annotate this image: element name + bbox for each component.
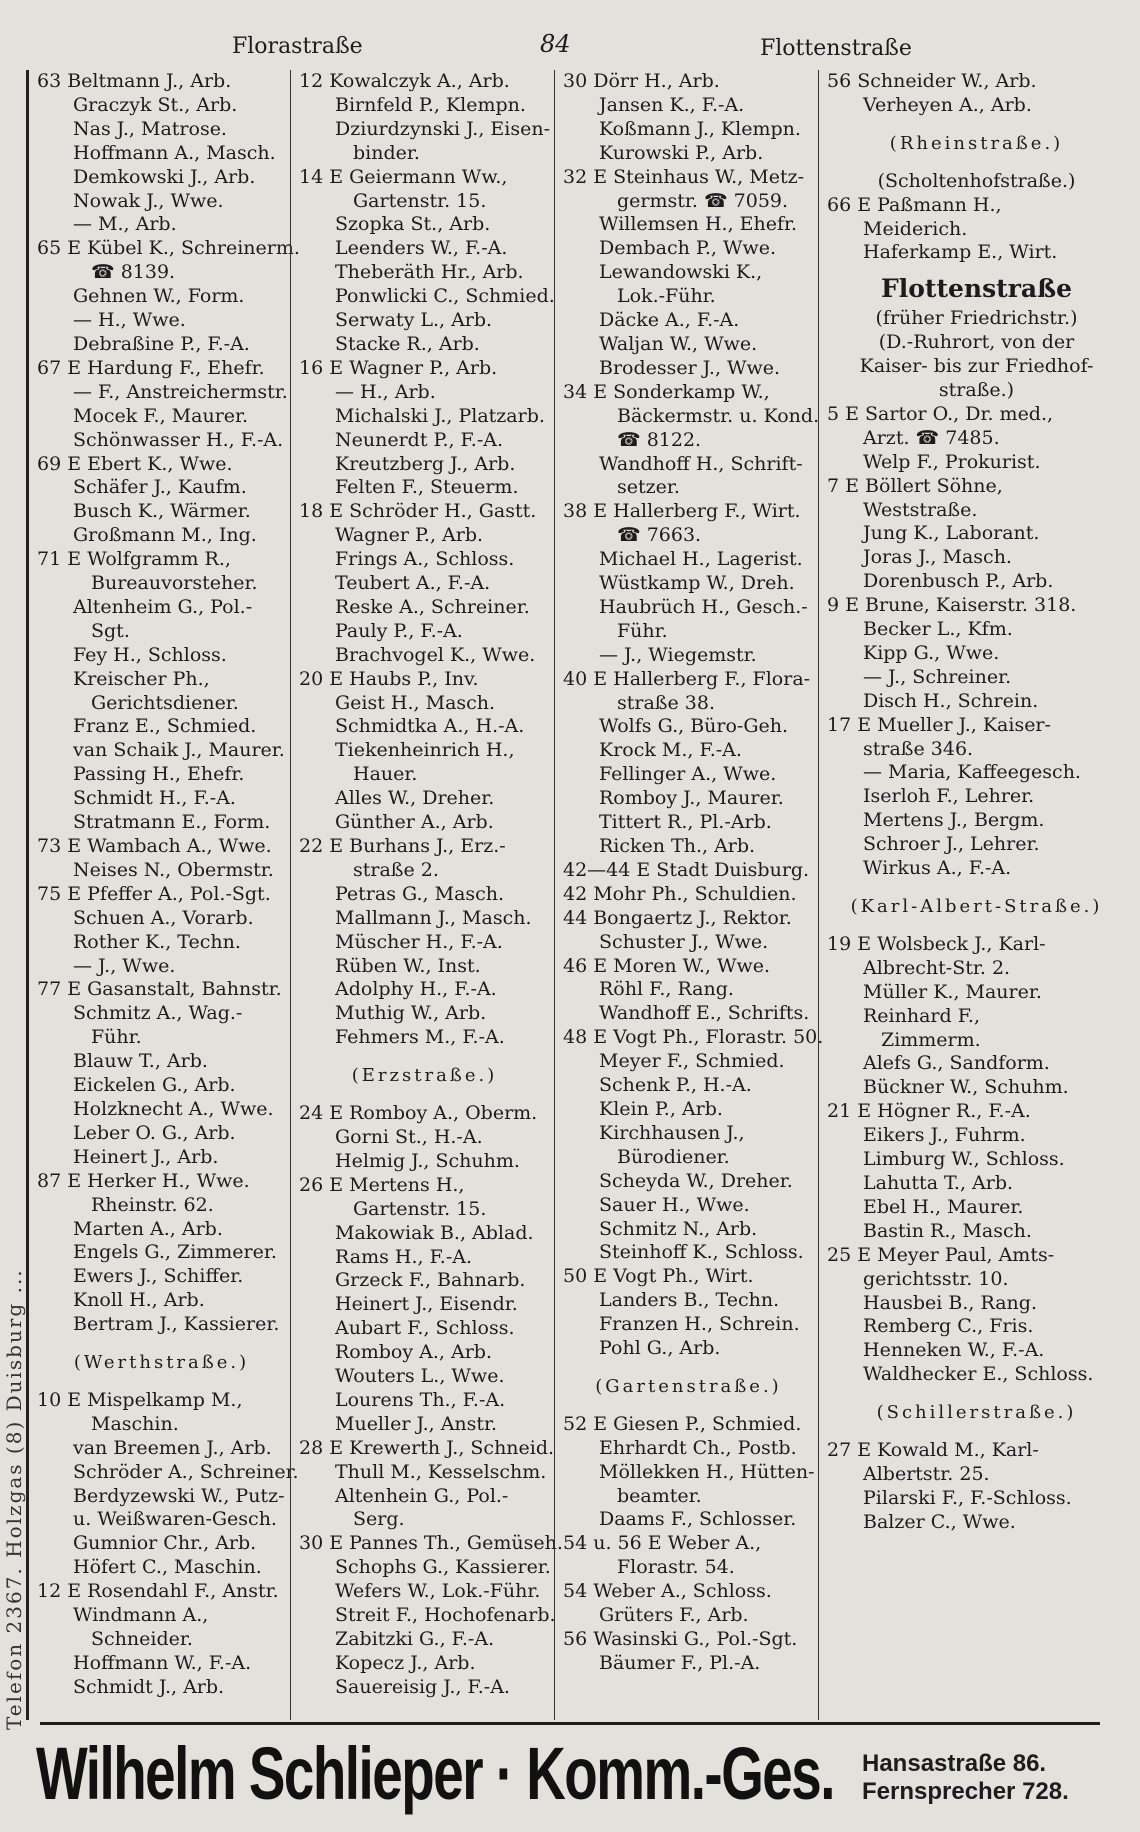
house-number-entry: 28 E Krewerth J., Schneid. [299, 1436, 555, 1459]
directory-entry-line: Eikers J., Fuhrm. [863, 1124, 1026, 1147]
directory-entry-line: — J., Wiegemstr. [599, 643, 757, 666]
directory-entry-line: Eickelen G., Arb. [73, 1074, 236, 1097]
directory-entry-line: Romboy A., Arb. [335, 1341, 492, 1364]
directory-entry-line: Fey H., Schloss. [73, 643, 227, 666]
directory-entry-line: binder. [353, 141, 420, 164]
house-number-entry: 25 E Meyer Paul, Amts- [827, 1243, 1055, 1266]
footer-divider [40, 1722, 1100, 1725]
column-3 [554, 70, 824, 1720]
directory-entry-line: Gehnen W., Form. [73, 285, 245, 308]
directory-entry-line: Serwaty L., Arb. [335, 309, 493, 332]
directory-entry-line: Jansen K., F.-A. [599, 93, 745, 116]
directory-entry-line: Albertstr. 25. [863, 1462, 990, 1485]
directory-entry-line: Szopka St., Arb. [335, 213, 491, 236]
header-right-street: Flottenstraße [760, 36, 912, 61]
directory-entry-line: Kopecz J., Arb. [335, 1651, 476, 1674]
house-number-entry: 14 E Geiermann Ww., [299, 165, 508, 188]
house-number-entry: 7 E Böllert Söhne, [827, 474, 1003, 497]
house-number-entry: 44 Bongaertz J., Rektor. [563, 906, 792, 929]
directory-entry-line: Schmitz N., Arb. [599, 1217, 758, 1240]
house-number-entry: 30 E Pannes Th., Gemüseh. [299, 1532, 563, 1555]
directory-entry-line: straße 346. [863, 737, 974, 760]
directory-entry-line: Demkowski J., Arb. [73, 165, 256, 188]
cross-street-heading: (Karl-Albert-Straße.) [850, 896, 1103, 917]
house-number-entry: 19 E Wolsbeck J., Karl- [827, 932, 1046, 955]
directory-entry-line: Windmann A., [73, 1604, 209, 1627]
directory-entry-line: Scheyda W., Dreher. [599, 1169, 793, 1192]
directory-entry-line: Bäumer F., Pl.-A. [599, 1651, 761, 1674]
house-number-entry: 56 Wasinski G., Pol.-Sgt. [563, 1628, 798, 1650]
directory-entry-line: Petras G., Masch. [335, 882, 505, 905]
directory-entry-line: Albrecht-Str. 2. [863, 956, 1011, 979]
directory-entry-line: Hausbei B., Rang. [863, 1291, 1037, 1314]
directory-entry-line: Dorenbusch P., Arb. [863, 570, 1054, 593]
page-header [0, 26, 1140, 66]
directory-entry-line: Willemsen H., Ehefr. [599, 213, 798, 236]
directory-entry-line: Ewers J., Schiffer. [73, 1265, 244, 1288]
directory-entry-line: Schuster J., Wwe. [599, 930, 769, 953]
house-number-entry: 50 E Vogt Ph., Wirt. [563, 1265, 754, 1288]
directory-entry-line: Bäckermstr. u. Kond. [617, 404, 820, 427]
directory-entry-line: Wüstkamp W., Dreh. [599, 572, 795, 595]
directory-entry-line: Kreutzberg J., Arb. [335, 452, 516, 475]
directory-entry-line: Günther A., Arb. [335, 811, 494, 834]
directory-entry-line: Michalski J., Platzarb. [335, 404, 545, 427]
directory-entry-line: Verheyen A., Arb. [863, 93, 1032, 116]
directory-entry-line: Wouters L., Wwe. [335, 1365, 505, 1388]
directory-entry-line: Nas J., Matrose. [73, 117, 227, 140]
directory-entry-line: Helmig J., Schuhm. [335, 1149, 520, 1172]
directory-entry-line: germstr. ☎ 7059. [617, 189, 789, 212]
directory-entry-line: Alefs G., Sandform. [863, 1052, 1050, 1075]
directory-entry-line: Waljan W., Wwe. [599, 332, 758, 355]
directory-entry-line: Schmidt H., F.-A. [73, 787, 236, 810]
directory-entry-line: Meyer F., Schmied. [599, 1050, 785, 1073]
cross-street-heading: (Erzstraße.) [351, 1065, 498, 1087]
directory-entry-line: Leber O. G., Arb. [73, 1121, 236, 1144]
directory-entry-line: Gartenstr. 15. [353, 189, 487, 212]
directory-entry-line: Debraßine P., F.-A. [73, 332, 250, 355]
directory-entry-line: straße 2. [353, 858, 439, 881]
directory-entry-line: Schophs G., Kassierer. [335, 1556, 551, 1579]
directory-entry-line: setzer. [617, 476, 680, 499]
directory-entry-line: Führ. [91, 1026, 142, 1049]
directory-entry-line: Bureauvorsteher. [91, 572, 258, 595]
house-number-entry: 9 E Brune, Kaiserstr. 318. [827, 594, 1077, 617]
house-number-entry: 27 E Kowald M., Karl- [827, 1439, 1039, 1462]
directory-entry-line: Schenk P., H.-A. [599, 1074, 752, 1097]
house-number-entry: 56 Schneider W., Arb. [827, 70, 1037, 92]
directory-entry-line: Teubert A., F.-A. [335, 572, 491, 595]
directory-columns [26, 70, 1130, 1720]
directory-entry-line: Franzen H., Schrein. [599, 1313, 800, 1336]
street-title: Flottenstraße [881, 274, 1072, 304]
directory-entry-line: Dembach P., Wwe. [599, 237, 777, 260]
house-number-entry: 17 E Mueller J., Kaiser- [827, 713, 1051, 736]
directory-entry-line: Streit F., Hochofenarb. [335, 1604, 556, 1627]
directory-entry-line: Stacke R., Arb. [335, 332, 480, 355]
house-number-entry: 54 Weber A., Schloss. [563, 1580, 772, 1603]
directory-entry-line: Marten A., Arb. [73, 1217, 223, 1240]
house-number-entry: 38 E Hallerberg F., Wirt. [563, 500, 801, 523]
directory-entry-line: Sauereisig J., F.-A. [335, 1675, 510, 1698]
directory-entry-line: Steinhoff K., Schloss. [599, 1241, 804, 1264]
house-number-entry: 42 Mohr Ph., Schuldien. [563, 882, 797, 905]
house-number-entry: 63 Beltmann J., Arb. [37, 70, 232, 92]
directory-entry-line: Nowak J., Wwe. [73, 189, 224, 212]
directory-entry-line: — Maria, Kaffeegesch. [863, 761, 1081, 784]
directory-entry-line: Stratmann E., Form. [73, 811, 271, 834]
house-number-entry: 12 Kowalczyk A., Arb. [299, 70, 510, 92]
directory-entry-line: Romboy J., Maurer. [599, 787, 784, 810]
street-note: Kaiser- bis zur Friedhof- [859, 355, 1094, 378]
directory-entry-line: Zimmerm. [881, 1028, 981, 1051]
house-number-entry: 18 E Schröder H., Gastt. [299, 500, 537, 523]
directory-entry-line: Waldhecker E., Schloss. [863, 1363, 1094, 1386]
directory-entry-line: Hauer. [353, 763, 418, 786]
directory-entry-line: Bastin R., Masch. [863, 1219, 1032, 1242]
directory-entry-line: Lewandowski K., [599, 261, 763, 284]
directory-entry-line: Florastr. 54. [617, 1556, 735, 1579]
directory-entry-line: — M., Arb. [73, 213, 177, 236]
directory-entry-line: Heinert J., Eisendr. [335, 1293, 518, 1316]
directory-entry-line: Sgt. [91, 619, 130, 642]
house-number-entry: 46 E Moren W., Wwe. [563, 954, 771, 977]
directory-entry-line: Müller K., Maurer. [863, 980, 1042, 1003]
house-number-entry: 5 E Sartor O., Dr. med., [827, 402, 1054, 425]
directory-entry-line: Berdyzewski W., Putz- [73, 1484, 285, 1507]
directory-entry-line: Iserloh F., Lehrer. [863, 785, 1035, 808]
house-number-entry: 48 E Vogt Ph., Florastr. 50. [563, 1026, 824, 1049]
house-number-entry: 67 E Hardung F., Ehefr. [37, 356, 265, 379]
directory-entry-line: Tiekenheinrich H., [335, 739, 515, 762]
house-number-entry: 54 u. 56 E Weber A., [563, 1532, 762, 1555]
house-number-entry: 34 E Sonderkamp W., [563, 380, 770, 403]
cross-street-heading: (Werthstraße.) [73, 1352, 250, 1374]
directory-entry-line: Pilarski F., F.-Schloss. [863, 1486, 1072, 1509]
house-number-entry: 16 E Wagner P., Arb. [299, 356, 498, 379]
directory-entry-line: Schönwasser H., F.-A. [73, 428, 284, 451]
directory-entry-line: Schröder A., Schreiner. [73, 1460, 299, 1483]
house-number-entry: 77 E Gasanstalt, Bahnstr. [37, 978, 282, 1001]
directory-entry-line: Franz E., Schmied. [73, 715, 257, 738]
directory-entry-line: Neunerdt P., F.-A. [335, 428, 504, 451]
directory-entry-line: Brachvogel K., Wwe. [335, 643, 536, 666]
directory-entry-line: Lok.-Führ. [617, 285, 716, 308]
directory-entry-line: Haferkamp E., Wirt. [863, 241, 1058, 264]
directory-entry-line: Schmitz A., Wag.- [73, 1002, 243, 1025]
directory-entry-line: Altenhein G., Pol.- [335, 1484, 509, 1507]
directory-entry-line: Führ. [617, 619, 668, 642]
margin-text: Telefon 2367. Holzgas (8) Duisburg ... [2, 1268, 26, 1730]
directory-entry-line: Schneider. [91, 1628, 193, 1650]
directory-entry-line: Bückner W., Schuhm. [863, 1076, 1069, 1099]
directory-entry-line: Wirkus A., F.-A. [863, 857, 1012, 880]
house-number-entry: 75 E Pfeffer A., Pol.-Sgt. [37, 882, 271, 905]
directory-entry-line: Pohl G., Arb. [599, 1337, 721, 1360]
street-note: (früher Friedrichstr.) [875, 307, 1078, 330]
directory-entry-line: Serg. [353, 1508, 405, 1531]
directory-entry-line: Schmidtka A., H.-A. [335, 715, 525, 738]
directory-entry-line: Disch H., Schrein. [863, 689, 1039, 712]
directory-entry-line: Thull M., Kesselschm. [335, 1460, 547, 1483]
directory-entry-line: Birnfeld P., Klempn. [335, 93, 526, 116]
directory-entry-line: Haubrüch H., Gesch.- [599, 595, 808, 618]
directory-entry-line: Ponwlicki C., Schmied. [335, 285, 555, 308]
house-number-entry: 52 E Giesen P., Schmied. [563, 1412, 802, 1435]
header-left-street: Florastraße [232, 34, 363, 59]
directory-entry-line: Schroer J., Lehrer. [863, 833, 1040, 856]
house-number-entry: 71 E Wolfgramm R., [37, 548, 231, 571]
directory-entry-line: ☎ 8122. [617, 428, 702, 451]
directory-entry-line: Koßmann J., Klempn. [599, 117, 801, 140]
house-number-entry: 40 E Hallerberg F., Flora- [563, 667, 811, 690]
directory-entry-line: Remberg C., Fris. [863, 1315, 1034, 1338]
directory-entry-line: — H., Arb. [335, 380, 436, 403]
directory-entry-line: Lahutta T., Arb. [863, 1171, 1014, 1194]
ad-phone: Fernsprecher 728. [862, 1778, 1069, 1805]
directory-entry-line: Kirchhausen J., [599, 1121, 745, 1144]
directory-entry-line: Theberäth Hr., Arb. [335, 261, 524, 284]
directory-entry-line: Zabitzki G., F.-A. [335, 1628, 495, 1650]
directory-entry-line: Kreischer Ph., [73, 667, 210, 690]
directory-entry-line: Wolfs G., Büro-Geh. [599, 715, 789, 738]
directory-entry-line: Arzt. ☎ 7485. [863, 426, 1000, 449]
directory-entry-line: Hoffmann W., F.-A. [73, 1651, 252, 1674]
directory-entry-line: Rams H., F.-A. [335, 1245, 473, 1268]
directory-entry-line: Schäfer J., Kaufm. [73, 476, 247, 499]
directory-entry-line: Lourens Th., F.-A. [335, 1388, 506, 1411]
directory-entry-line: Balzer C., Wwe. [863, 1510, 1016, 1533]
house-number-entry: 42—44 E Stadt Duisburg. [563, 858, 810, 881]
house-number-entry: 26 E Mertens H., [299, 1173, 465, 1196]
directory-entry-line: Rheinstr. 62. [91, 1193, 214, 1216]
house-number-entry: 30 Dörr H., Arb. [563, 70, 720, 92]
directory-entry-line: Reinhard F., [863, 1004, 981, 1027]
directory-entry-line: Wandhoff H., Schrift- [599, 452, 803, 475]
directory-entry-line: Grüters F., Arb. [599, 1604, 749, 1627]
directory-entry-line: Bertram J., Kassierer. [73, 1313, 280, 1336]
directory-entry-line: Makowiak B., Ablad. [335, 1221, 534, 1244]
directory-entry-line: Kipp G., Wwe. [863, 641, 1000, 664]
ad-company-name: Wilhelm Schlieper · Komm.-Ges. [36, 1732, 834, 1815]
house-number-entry: 65 E Kübel K., Schreinerm. [37, 237, 300, 260]
margin-advert-strip [0, 40, 26, 1740]
directory-entry-line: Frings A., Schloss. [335, 548, 515, 571]
house-number-entry: 10 E Mispelkamp M., [37, 1388, 243, 1411]
directory-entry-line: Gartenstr. 15. [353, 1197, 487, 1220]
directory-entry-line: Busch K., Wärmer. [73, 500, 251, 523]
ad-address: Hansastraße 86. [862, 1750, 1047, 1777]
directory-entry-line: Limburg W., Schloss. [863, 1148, 1065, 1171]
footer-advertisement [36, 1734, 1106, 1814]
directory-entry-line: Möllekken H., Hütten- [599, 1460, 815, 1483]
directory-entry-line: u. Weißwaren-Gesch. [73, 1508, 277, 1531]
directory-entry-line: ☎ 8139. [91, 261, 176, 284]
column-1 [26, 70, 300, 1720]
directory-entry-line: Meiderich. [863, 217, 968, 240]
directory-entry-line: van Schaik J., Maurer. [73, 739, 285, 762]
directory-entry-line: Tittert R., Pl.-Arb. [599, 811, 772, 834]
directory-entry-line: Becker L., Kfm. [863, 618, 1013, 641]
street-note: (D.-Ruhrort, von der [878, 331, 1075, 354]
directory-entry-line: Schmidt J., Arb. [73, 1675, 225, 1698]
directory-entry-line: Welp F., Prokurist. [863, 450, 1041, 473]
directory-entry-line: van Breemen J., Arb. [73, 1436, 272, 1459]
directory-entry-line: Maschin. [91, 1412, 179, 1435]
directory-entry-line: Jung K., Laborant. [863, 522, 1040, 545]
directory-entry-line: Ricken Th., Arb. [599, 835, 756, 857]
directory-entry-line: Aubart F., Schloss. [335, 1317, 515, 1340]
directory-entry-line: Bürodiener. [617, 1145, 730, 1168]
house-number-entry: 24 E Romboy A., Oberm. [299, 1102, 538, 1125]
directory-entry-line: gerichtsstr. 10. [863, 1267, 1009, 1290]
house-number-entry: 32 E Steinhaus W., Metz- [563, 165, 805, 188]
directory-entry-line: Gerichtsdiener. [91, 691, 239, 714]
directory-entry-line: Leenders W., F.-A. [335, 237, 508, 260]
directory-entry-line: Knoll H., Arb. [73, 1289, 205, 1312]
directory-entry-line: Großmann M., Ing. [73, 524, 257, 547]
directory-entry-line: Henneken W., F.-A. [863, 1339, 1045, 1362]
column-2 [290, 70, 563, 1720]
directory-entry-line: Felten F., Steuerm. [335, 476, 519, 499]
directory-entry-line: Gumnior Chr., Arb. [73, 1532, 257, 1555]
directory-entry-line: Altenheim G., Pol.- [73, 595, 253, 618]
directory-entry-line: Brodesser J., Wwe. [599, 356, 781, 379]
ad-contact [862, 1750, 1069, 1806]
directory-entry-line: Weststraße. [863, 498, 978, 521]
directory-entry-line: Müscher H., F.-A. [335, 930, 503, 953]
directory-entry-line: Mertens J., Bergm. [863, 809, 1045, 832]
directory-entry-line: Hoffmann A., Masch. [73, 141, 276, 164]
directory-entry-line: Holzknecht A., Wwe. [73, 1097, 274, 1120]
directory-entry-line: Mocek F., Maurer. [73, 404, 249, 427]
directory-entry-line: Pauly P., F.-A. [335, 619, 463, 642]
directory-entry-line: Muthig W., Arb. [335, 1002, 487, 1025]
directory-entry-line: Mueller J., Anstr. [335, 1412, 498, 1435]
directory-entry-line: Engels G., Zimmerer. [73, 1241, 277, 1264]
directory-entry-line: Dziurdzynski J., Eisen- [335, 117, 551, 140]
house-number-entry: 20 E Haubs P., Inv. [299, 667, 479, 690]
cross-street-heading: (Gartenstraße.) [595, 1375, 782, 1397]
directory-entry-line: Mallmann J., Masch. [335, 906, 532, 929]
directory-entry-line: Ebel H., Maurer. [863, 1195, 1024, 1218]
directory-entry-line: — J., Wwe. [73, 954, 176, 977]
house-number-entry: 12 E Rosendahl F., Anstr. [37, 1580, 279, 1603]
column-4 [818, 70, 1130, 1720]
directory-entry-line: ☎ 7663. [617, 524, 702, 547]
directory-entry-line: Landers B., Techn. [599, 1289, 780, 1312]
house-number-entry: 21 E Högner R., F.-A. [827, 1100, 1031, 1123]
directory-entry-line: Däcke A., F.-A. [599, 309, 740, 332]
directory-entry-line: Röhl F., Rang. [599, 978, 734, 1001]
directory-entry-line: Heinert J., Arb. [73, 1145, 219, 1168]
directory-entry-line: Fellinger A., Wwe. [599, 763, 777, 786]
directory-entry-line: — J., Schreiner. [863, 665, 1012, 688]
directory-entry-line: Kurowski P., Arb. [599, 141, 764, 164]
directory-entry-line: — H., Wwe. [73, 309, 186, 332]
directory-entry-line: Sauer H., Wwe. [599, 1193, 750, 1216]
house-number-entry: 22 E Burhans J., Erz.- [299, 835, 506, 857]
directory-entry-line: Klein P., Arb. [599, 1097, 723, 1120]
directory-entry-line: Höfert C., Maschin. [73, 1556, 262, 1579]
house-number-entry: 73 E Wambach A., Wwe. [37, 835, 272, 857]
directory-entry-line: Wefers W., Lok.-Führ. [335, 1580, 541, 1603]
directory-entry-line: Geist H., Masch. [335, 691, 496, 714]
directory-entry-line: Michael H., Lagerist. [599, 548, 803, 571]
directory-entry-line: Ehrhardt Ch., Postb. [599, 1436, 797, 1459]
directory-entry-line: beamter. [617, 1484, 702, 1507]
directory-entry-line: Schuen A., Vorarb. [73, 906, 254, 929]
street-note: (Scholtenhofstraße.) [877, 169, 1076, 192]
directory-entry-line: Graczyk St., Arb. [73, 93, 238, 116]
directory-entry-line: Fehmers M., F.-A. [335, 1026, 505, 1049]
directory-entry-line: Gorni St., H.-A. [335, 1125, 483, 1148]
house-number-entry: 66 E Paßmann H., [827, 193, 1002, 216]
directory-entry-line: Reske A., Schreiner. [335, 595, 530, 618]
directory-entry-line: Wandhoff E., Schrifts. [599, 1002, 810, 1025]
directory-entry-line: Rother K., Techn. [73, 930, 241, 953]
directory-entry-line: Krock M., F.-A. [599, 739, 742, 762]
page-number: 84 [540, 30, 571, 58]
directory-entry-line: Rüben W., Inst. [335, 954, 481, 977]
cross-street-heading: (Rheinstraße.) [889, 132, 1064, 154]
directory-entry-line: straße 38. [617, 691, 715, 714]
cross-street-heading: (Schillerstraße.) [876, 1402, 1077, 1424]
directory-entry-line: Neises N., Obermstr. [73, 858, 274, 881]
directory-entry-line: Wagner P., Arb. [335, 524, 484, 547]
directory-entry-line: Blauw T., Arb. [73, 1050, 208, 1073]
house-number-entry: 87 E Herker H., Wwe. [37, 1169, 250, 1192]
directory-entry-line: Grzeck F., Bahnarb. [335, 1269, 526, 1292]
directory-entry-line: Joras J., Masch. [863, 546, 1012, 569]
directory-entry-line: Passing H., Ehefr. [73, 763, 245, 786]
directory-entry-line: Daams F., Schlosser. [599, 1508, 797, 1531]
directory-entry-line: Alles W., Dreher. [335, 787, 495, 810]
house-number-entry: 69 E Ebert K., Wwe. [37, 452, 233, 475]
directory-entry-line: — F., Anstreichermstr. [73, 380, 288, 403]
directory-entry-line: Adolphy H., F.-A. [335, 978, 497, 1001]
street-note: straße.) [938, 378, 1015, 401]
